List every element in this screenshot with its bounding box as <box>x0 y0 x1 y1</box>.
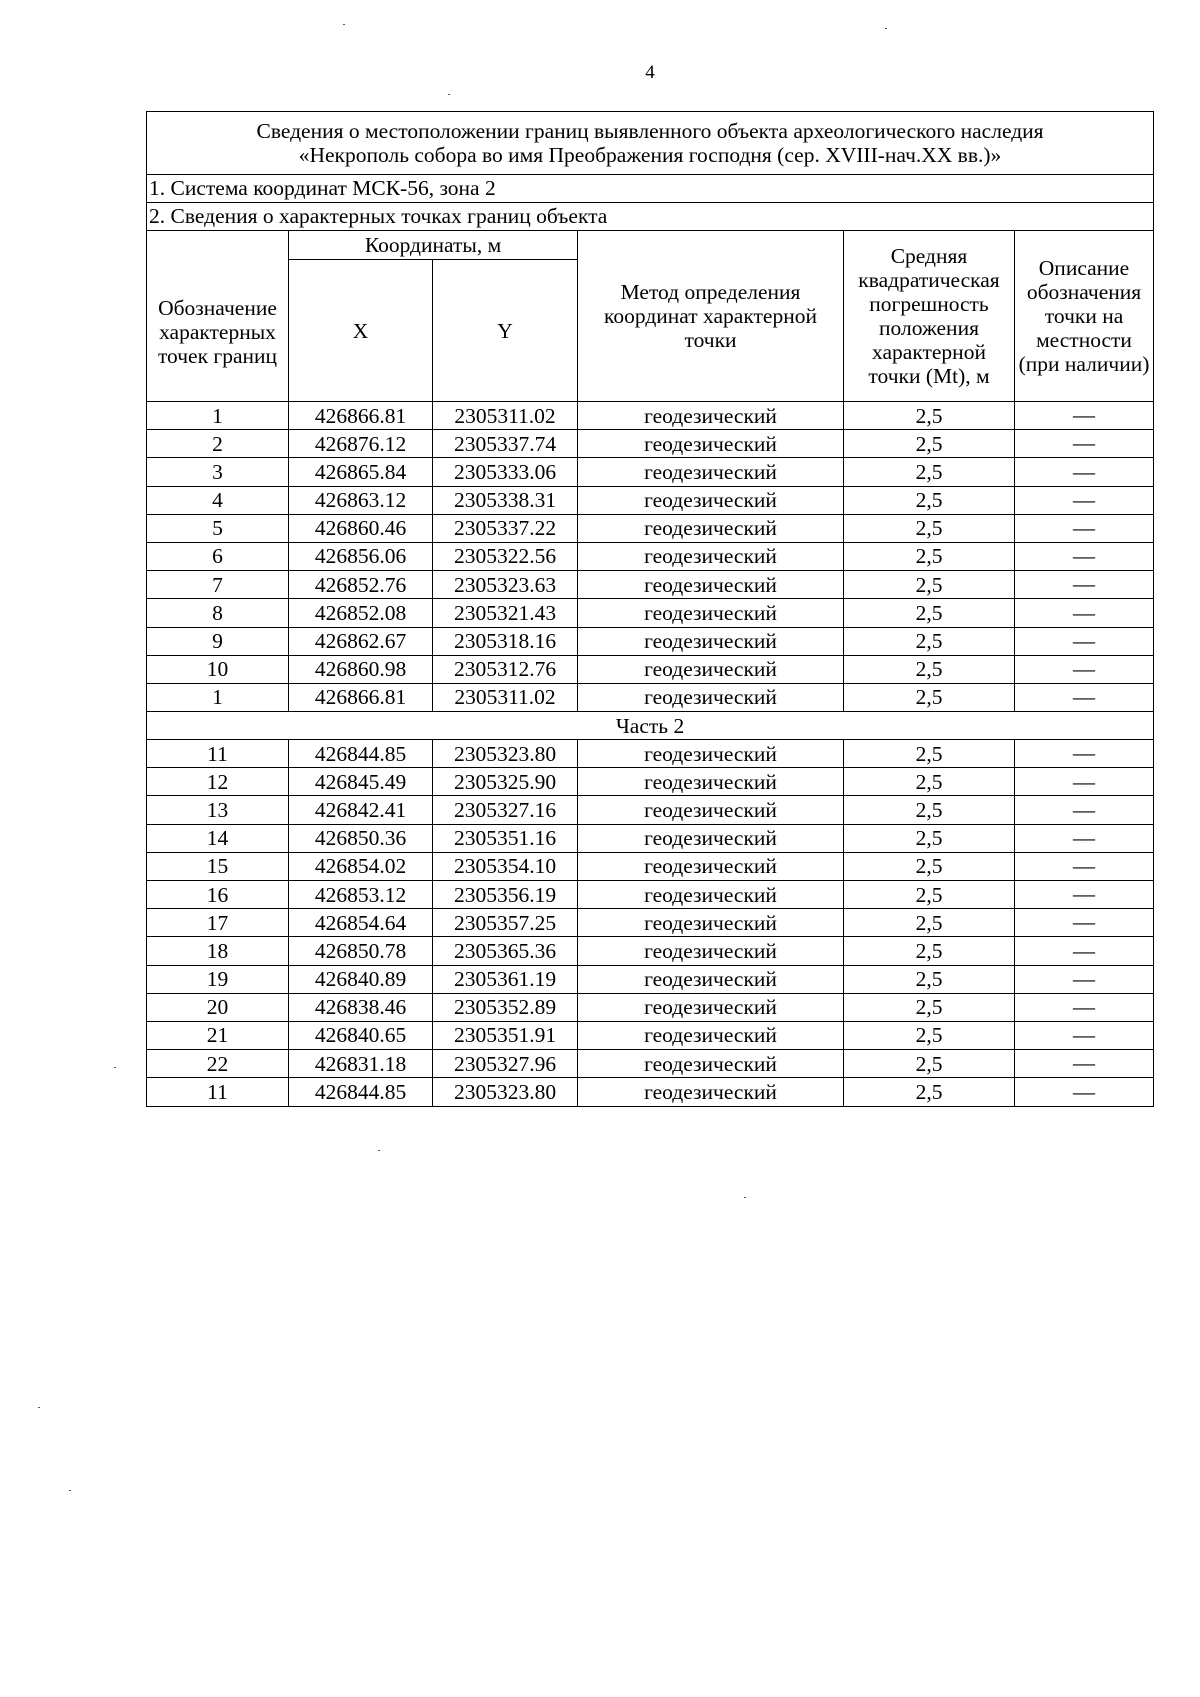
description-cell: — <box>1015 683 1154 711</box>
method-cell: геодезический <box>578 542 844 570</box>
table-row <box>147 852 1154 880</box>
description-cell: — <box>1015 740 1154 768</box>
table-row <box>147 740 1154 768</box>
error-cell: 2,5 <box>844 993 1015 1021</box>
description-cell: — <box>1015 402 1154 430</box>
error-cell: 2,5 <box>844 740 1015 768</box>
x-coordinate-cell: 426865.84 <box>289 458 433 486</box>
table-row <box>147 486 1154 514</box>
y-coordinate-cell: 2305323.63 <box>433 571 578 599</box>
table-row <box>147 993 1154 1021</box>
table-title <box>147 112 1154 175</box>
method-cell: геодезический <box>578 824 844 852</box>
y-coordinate-cell: 2305311.02 <box>433 402 578 430</box>
y-coordinate-cell: 2305327.96 <box>433 1050 578 1078</box>
error-cell: 2,5 <box>844 852 1015 880</box>
y-coordinate-cell: 2305352.89 <box>433 993 578 1021</box>
table-row <box>147 965 1154 993</box>
point-number-cell: 18 <box>147 937 289 965</box>
points-section-heading: 2. Сведения о характерных точках границ объекта <box>147 203 1154 231</box>
description-cell: — <box>1015 824 1154 852</box>
x-coordinate-cell: 426876.12 <box>289 430 433 458</box>
table-row <box>147 1021 1154 1049</box>
method-cell: геодезический <box>578 571 844 599</box>
y-coordinate-cell: 2305351.91 <box>433 1021 578 1049</box>
y-coordinate-cell: 2305322.56 <box>433 542 578 570</box>
error-cell: 2,5 <box>844 514 1015 542</box>
y-coordinate-cell: 2305327.16 <box>433 796 578 824</box>
x-coordinate-cell: 426844.85 <box>289 1078 433 1106</box>
x-coordinate-cell: 426853.12 <box>289 881 433 909</box>
x-coordinate-cell: 426854.02 <box>289 852 433 880</box>
header-description: Описание обозначения точки на местности (при наличии) <box>1015 231 1154 402</box>
error-cell: 2,5 <box>844 909 1015 937</box>
method-cell: геодезический <box>578 881 844 909</box>
table-row <box>147 1050 1154 1078</box>
method-cell: геодезический <box>578 627 844 655</box>
method-cell: геодезический <box>578 514 844 542</box>
description-cell: — <box>1015 599 1154 627</box>
error-cell: 2,5 <box>844 458 1015 486</box>
y-coordinate-cell: 2305351.16 <box>433 824 578 852</box>
table-title-line-1: Сведения о местоположении границ выявленного объекта археологического наследия <box>256 118 1044 143</box>
point-number-cell: 16 <box>147 881 289 909</box>
method-cell: геодезический <box>578 599 844 627</box>
table-row <box>147 655 1154 683</box>
table-row <box>147 881 1154 909</box>
header-point-designation: Обозначение характерных точек границ <box>147 231 289 402</box>
x-coordinate-cell: 426852.76 <box>289 571 433 599</box>
error-cell: 2,5 <box>844 402 1015 430</box>
scan-speck <box>114 1067 116 1068</box>
point-number-cell: 2 <box>147 430 289 458</box>
error-cell: 2,5 <box>844 796 1015 824</box>
y-coordinate-cell: 2305337.74 <box>433 430 578 458</box>
point-number-cell: 5 <box>147 514 289 542</box>
table-row <box>147 824 1154 852</box>
method-cell: геодезический <box>578 486 844 514</box>
point-number-cell: 11 <box>147 1078 289 1106</box>
header-coordinates: Координаты, м <box>289 231 578 260</box>
table-row <box>147 514 1154 542</box>
table-row <box>147 796 1154 824</box>
boundary-points-table <box>146 111 1154 1107</box>
method-cell: геодезический <box>578 937 844 965</box>
y-coordinate-cell: 2305321.43 <box>433 599 578 627</box>
y-coordinate-cell: 2305333.06 <box>433 458 578 486</box>
description-cell: — <box>1015 514 1154 542</box>
method-cell: геодезический <box>578 655 844 683</box>
description-cell: — <box>1015 486 1154 514</box>
point-number-cell: 13 <box>147 796 289 824</box>
error-cell: 2,5 <box>844 542 1015 570</box>
header-x: X <box>289 260 433 402</box>
method-cell: геодезический <box>578 796 844 824</box>
page-number: 4 <box>645 62 655 83</box>
point-number-cell: 7 <box>147 571 289 599</box>
table-row <box>147 1078 1154 1106</box>
x-coordinate-cell: 426838.46 <box>289 993 433 1021</box>
x-coordinate-cell: 426840.65 <box>289 1021 433 1049</box>
point-number-cell: 20 <box>147 993 289 1021</box>
scan-speck <box>448 94 450 95</box>
table-row <box>147 768 1154 796</box>
point-number-cell: 15 <box>147 852 289 880</box>
method-cell: геодезический <box>578 430 844 458</box>
description-cell: — <box>1015 458 1154 486</box>
method-cell: геодезический <box>578 909 844 937</box>
point-number-cell: 8 <box>147 599 289 627</box>
scan-speck <box>69 1490 71 1491</box>
point-number-cell: 4 <box>147 486 289 514</box>
table-row <box>147 937 1154 965</box>
error-cell: 2,5 <box>844 486 1015 514</box>
description-cell: — <box>1015 542 1154 570</box>
point-number-cell: 17 <box>147 909 289 937</box>
y-coordinate-cell: 2305311.02 <box>433 683 578 711</box>
table-row <box>147 542 1154 570</box>
point-number-cell: 1 <box>147 402 289 430</box>
description-cell: — <box>1015 937 1154 965</box>
y-coordinate-cell: 2305312.76 <box>433 655 578 683</box>
method-cell: геодезический <box>578 740 844 768</box>
method-cell: геодезический <box>578 1078 844 1106</box>
method-cell: геодезический <box>578 458 844 486</box>
error-cell: 2,5 <box>844 655 1015 683</box>
coordinate-system: 1. Система координат МСК-56, зона 2 <box>147 175 1154 203</box>
table-row <box>147 430 1154 458</box>
x-coordinate-cell: 426862.67 <box>289 627 433 655</box>
table-row <box>147 571 1154 599</box>
error-cell: 2,5 <box>844 965 1015 993</box>
description-cell: — <box>1015 571 1154 599</box>
x-coordinate-cell: 426860.46 <box>289 514 433 542</box>
point-number-cell: 21 <box>147 1021 289 1049</box>
y-coordinate-cell: 2305356.19 <box>433 881 578 909</box>
error-cell: 2,5 <box>844 824 1015 852</box>
point-number-cell: 22 <box>147 1050 289 1078</box>
y-coordinate-cell: 2305337.22 <box>433 514 578 542</box>
error-cell: 2,5 <box>844 599 1015 627</box>
description-cell: — <box>1015 881 1154 909</box>
error-cell: 2,5 <box>844 430 1015 458</box>
error-cell: 2,5 <box>844 1078 1015 1106</box>
description-cell: — <box>1015 430 1154 458</box>
point-number-cell: 19 <box>147 965 289 993</box>
error-cell: 2,5 <box>844 937 1015 965</box>
error-cell: 2,5 <box>844 571 1015 599</box>
x-coordinate-cell: 426831.18 <box>289 1050 433 1078</box>
description-cell: — <box>1015 993 1154 1021</box>
table-row <box>147 627 1154 655</box>
method-cell: геодезический <box>578 768 844 796</box>
x-coordinate-cell: 426852.08 <box>289 599 433 627</box>
description-cell: — <box>1015 796 1154 824</box>
table-title-line-2: «Некрополь собора во имя Преображения господня (сер. XVIII-нач.XX вв.)» <box>298 143 1002 167</box>
scan-speck <box>38 1407 40 1408</box>
y-coordinate-cell: 2305354.10 <box>433 852 578 880</box>
description-cell: — <box>1015 655 1154 683</box>
table-row <box>147 909 1154 937</box>
table-row <box>147 599 1154 627</box>
description-cell: — <box>1015 852 1154 880</box>
header-method: Метод определения координат характерной точки <box>578 231 844 402</box>
error-cell: 2,5 <box>844 1021 1015 1049</box>
method-cell: геодезический <box>578 683 844 711</box>
description-cell: — <box>1015 1078 1154 1106</box>
description-cell: — <box>1015 768 1154 796</box>
point-number-cell: 6 <box>147 542 289 570</box>
x-coordinate-cell: 426866.81 <box>289 683 433 711</box>
method-cell: геодезический <box>578 1021 844 1049</box>
point-number-cell: 10 <box>147 655 289 683</box>
table-row <box>147 683 1154 711</box>
header-y: Y <box>433 260 578 402</box>
description-cell: — <box>1015 965 1154 993</box>
error-cell: 2,5 <box>844 627 1015 655</box>
table-row <box>147 402 1154 430</box>
part-2-label: Часть 2 <box>147 712 1154 740</box>
method-cell: геодезический <box>578 852 844 880</box>
point-number-cell: 1 <box>147 683 289 711</box>
x-coordinate-cell: 426842.41 <box>289 796 433 824</box>
method-cell: геодезический <box>578 1050 844 1078</box>
x-coordinate-cell: 426854.64 <box>289 909 433 937</box>
point-number-cell: 11 <box>147 740 289 768</box>
scan-speck <box>885 28 887 29</box>
part-separator-row <box>147 712 1154 740</box>
x-coordinate-cell: 426866.81 <box>289 402 433 430</box>
error-cell: 2,5 <box>844 768 1015 796</box>
x-coordinate-cell: 426860.98 <box>289 655 433 683</box>
description-cell: — <box>1015 1050 1154 1078</box>
error-cell: 2,5 <box>844 1050 1015 1078</box>
x-coordinate-cell: 426850.78 <box>289 937 433 965</box>
x-coordinate-cell: 426850.36 <box>289 824 433 852</box>
x-coordinate-cell: 426863.12 <box>289 486 433 514</box>
scan-speck <box>343 24 345 25</box>
header-error: Средняя квадратическая погрешность положения характерной точки (Mt), м <box>844 231 1015 402</box>
y-coordinate-cell: 2305323.80 <box>433 1078 578 1106</box>
point-number-cell: 9 <box>147 627 289 655</box>
description-cell: — <box>1015 627 1154 655</box>
description-cell: — <box>1015 909 1154 937</box>
error-cell: 2,5 <box>844 683 1015 711</box>
point-number-cell: 14 <box>147 824 289 852</box>
y-coordinate-cell: 2305318.16 <box>433 627 578 655</box>
x-coordinate-cell: 426845.49 <box>289 768 433 796</box>
x-coordinate-cell: 426840.89 <box>289 965 433 993</box>
y-coordinate-cell: 2305325.90 <box>433 768 578 796</box>
method-cell: геодезический <box>578 965 844 993</box>
y-coordinate-cell: 2305361.19 <box>433 965 578 993</box>
y-coordinate-cell: 2305365.36 <box>433 937 578 965</box>
x-coordinate-cell: 426856.06 <box>289 542 433 570</box>
description-cell: — <box>1015 1021 1154 1049</box>
method-cell: геодезический <box>578 993 844 1021</box>
point-number-cell: 3 <box>147 458 289 486</box>
scan-speck <box>744 1197 746 1198</box>
y-coordinate-cell: 2305338.31 <box>433 486 578 514</box>
error-cell: 2,5 <box>844 881 1015 909</box>
point-number-cell: 12 <box>147 768 289 796</box>
y-coordinate-cell: 2305323.80 <box>433 740 578 768</box>
method-cell: геодезический <box>578 402 844 430</box>
x-coordinate-cell: 426844.85 <box>289 740 433 768</box>
table-row <box>147 458 1154 486</box>
scan-speck <box>378 1150 380 1151</box>
y-coordinate-cell: 2305357.25 <box>433 909 578 937</box>
